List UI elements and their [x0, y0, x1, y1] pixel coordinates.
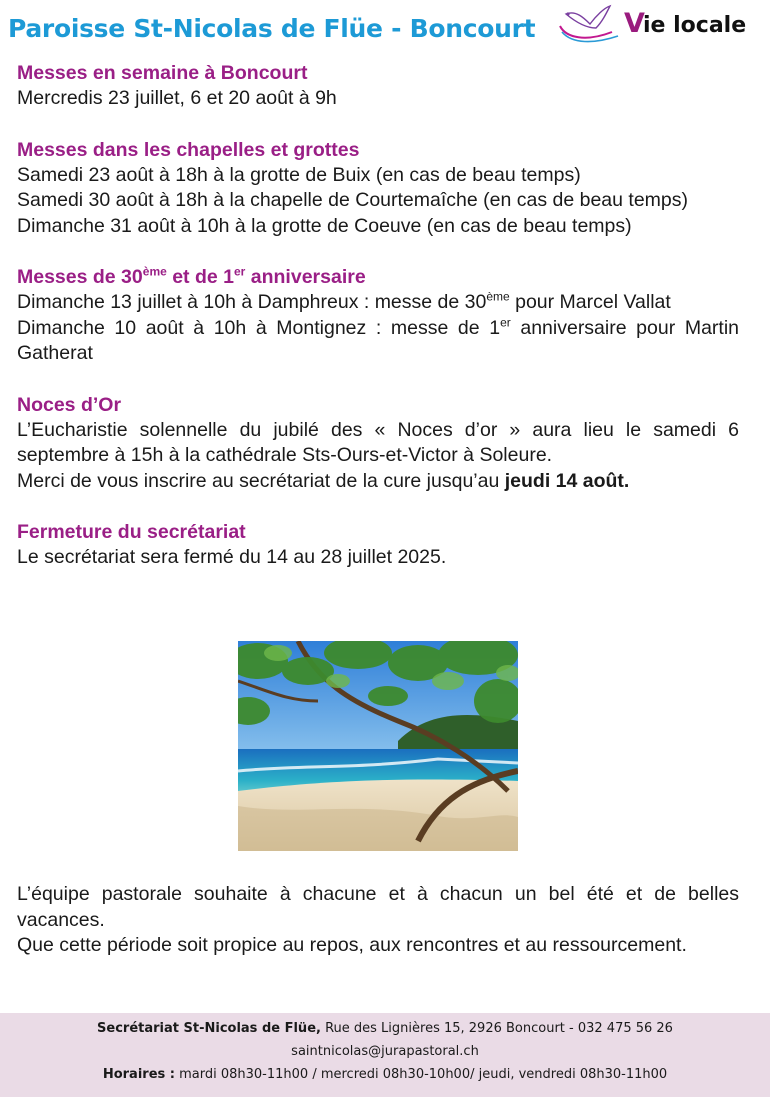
section-line: Samedi 23 août à 18h à la grotte de Buix (en cas de beau temps) — [17, 163, 581, 186]
footer-hours-label: Horaires : — [102, 1067, 175, 1082]
page-title: Paroisse St-Nicolas de Flüe - Boncourt — [8, 14, 536, 43]
footer-hours: mardi 08h30-11h00 / mercredi 08h30-10h00/ jeudi, vendredi 08h30-11h00 — [174, 1067, 668, 1082]
footer-hours-row — [0, 1067, 770, 1082]
vie-locale-logo — [556, 2, 756, 52]
section-line: Le secrétariat sera fermé du 14 au 28 juillet 2025. — [17, 546, 447, 568]
section-line: Dimanche 31 août à 10h à la grotte de Coeuve (en cas de beau temps) — [17, 214, 632, 237]
closing-message — [17, 882, 739, 959]
section-line: Samedi 30 août à 18h à la chapelle de Courtemaîche (en cas de beau temps) — [17, 189, 689, 211]
footer-contact — [0, 1013, 770, 1097]
section-heading: Messes dans les chapelles et grottes — [17, 138, 360, 161]
section-fermeture — [17, 519, 739, 571]
section-paragraph: Merci de vous inscrire au secrétariat de la cure jusqu’au jeudi 14 août. — [17, 469, 630, 492]
section-noces-or — [17, 392, 739, 495]
section-paragraph: L’Eucharistie solennelle du jubilé des « Noces d’or » aura lieu le samedi 6 septembre à 15h à la cathédrale Sts-Ours-et-Victor à Soleure. — [17, 418, 739, 466]
logo-letter-v: V — [624, 8, 645, 39]
announcements — [17, 60, 739, 596]
footer-address-row — [0, 1021, 770, 1036]
closing-paragraph: Que cette période soit propice au repos, aux rencontres et au ressourcement. — [17, 934, 687, 956]
section-heading: Messes en semaine à Boncourt — [17, 62, 308, 84]
closing-paragraph: L’équipe pastorale souhaite à chacune et à chacun un bel été et de belles vacances. — [17, 883, 739, 931]
section-chapelles-grottes — [17, 137, 739, 240]
logo-wordmark: ie locale — [643, 13, 747, 38]
section-anniversaire — [17, 264, 739, 367]
beach-photo — [238, 641, 518, 851]
section-messes-semaine — [17, 60, 739, 112]
section-heading: Fermeture du secrétariat — [17, 521, 246, 543]
section-line: Dimanche 13 juillet à 10h à Damphreux : messe de 30ème pour Marcel Vallat — [17, 289, 671, 313]
footer-name: Secrétariat St-Nicolas de Flüe, — [97, 1021, 321, 1036]
section-line: Dimanche 10 août à 10h à Montignez : messe de 1er anniversaire pour Martin Gatherat — [17, 315, 739, 364]
section-heading: Noces d’Or — [17, 393, 122, 416]
section-heading: Messes de 30ème et de 1er anniversaire — [17, 264, 366, 288]
deadline-date: jeudi 14 août. — [504, 469, 630, 492]
section-line: Mercredis 23 juillet, 6 et 20 août à 9h — [17, 87, 337, 109]
footer-email[interactable]: saintnicolas@jurapastoral.ch — [291, 1044, 479, 1059]
footer-address: Rue des Lignières 15, 2926 Boncourt - 032 475 56 26 — [320, 1021, 673, 1036]
